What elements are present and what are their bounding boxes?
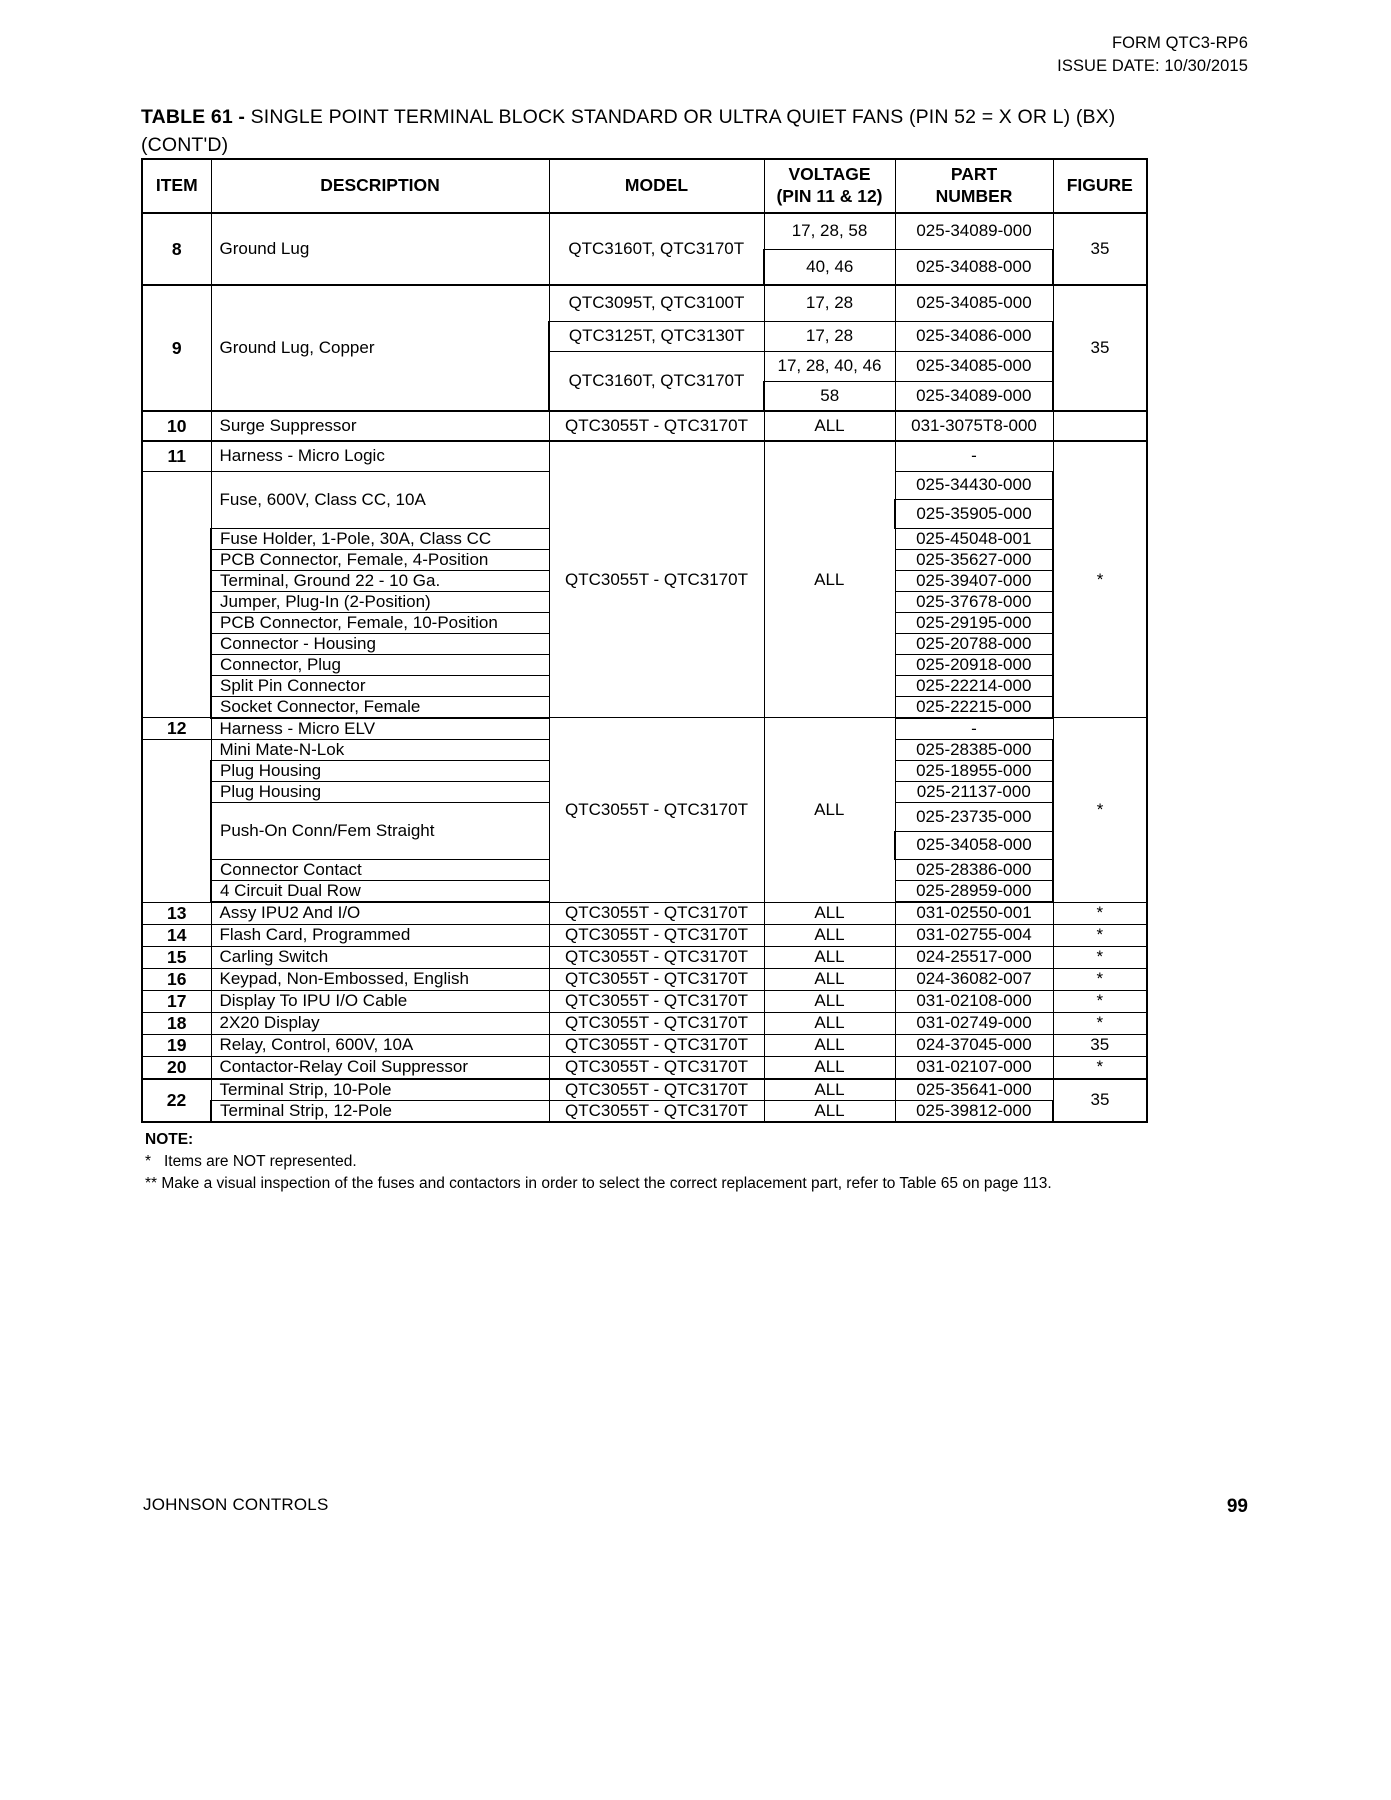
cell-item: 12 (142, 718, 211, 740)
note-line-double-asterisk: ** Make a visual inspection of the fuses and contactors in order to select the correct replacement part, refer to Table 65 on page 113. (145, 1175, 1052, 1192)
cell-part-number: 025-34430-000 (895, 471, 1053, 500)
col-header-voltage-line2: (PIN 11 & 12) (776, 186, 883, 206)
table-row (142, 1012, 1147, 1034)
cell-description: Assy IPU2 And I/O (211, 902, 549, 924)
cell-model: QTC3055T - QTC3170T (549, 968, 764, 990)
cell-model: QTC3055T - QTC3170T (549, 990, 764, 1012)
table-row (142, 411, 1147, 441)
cell-item: 8 (142, 213, 211, 285)
col-header-part-line1: PART (950, 164, 998, 185)
cell-part-number: 025-37678-000 (895, 591, 1053, 612)
cell-description: Harness - Micro Logic (211, 441, 549, 471)
header-issue-date: ISSUE DATE: 10/30/2015 (1057, 56, 1248, 75)
cell-model: QTC3160T, QTC3170T (549, 351, 764, 411)
cell-part-number: 031-02108-000 (895, 990, 1053, 1012)
cell-voltage: ALL (764, 1056, 895, 1079)
cell-item: 13 (142, 902, 211, 924)
cell-model: QTC3055T - QTC3170T (549, 1079, 764, 1101)
cell-voltage: ALL (764, 902, 895, 924)
cell-figure: * (1053, 946, 1147, 968)
cell-part-number: 024-36082-007 (895, 968, 1053, 990)
cell-figure: * (1053, 902, 1147, 924)
cell-voltage: 58 (764, 381, 895, 411)
parts-table (141, 158, 1148, 1123)
cell-description: Surge Suppressor (211, 411, 549, 441)
cell-part-number: 031-3075T8-000 (895, 411, 1053, 441)
cell-part-number: 025-34085-000 (895, 285, 1053, 321)
cell-description: Terminal, Ground 22 - 10 Ga. (211, 570, 549, 591)
cell-description: Harness - Micro ELV (211, 718, 549, 740)
table-row (142, 946, 1147, 968)
cell-model: QTC3055T - QTC3170T (549, 1100, 764, 1122)
cell-part-number: 024-37045-000 (895, 1034, 1053, 1056)
cell-item: 9 (142, 285, 211, 411)
cell-item: 22 (142, 1079, 211, 1122)
cell-item: 10 (142, 411, 211, 441)
cell-part-number: 025-20788-000 (895, 633, 1053, 654)
table-row (142, 441, 1147, 471)
cell-part-number: 025-39812-000 (895, 1100, 1053, 1122)
cell-part-number: - (895, 718, 1053, 740)
cell-item: 14 (142, 924, 211, 946)
table-row (142, 1056, 1147, 1079)
notes-title: NOTE: (145, 1131, 194, 1148)
col-header-part-line2: NUMBER (935, 186, 1013, 206)
cell-description: Plug Housing (211, 782, 549, 803)
cell-voltage: ALL (764, 1100, 895, 1122)
cell-figure: 35 (1053, 285, 1147, 411)
cell-voltage: ALL (764, 411, 895, 441)
cell-figure: 35 (1053, 1079, 1147, 1122)
cell-model: QTC3055T - QTC3170T (549, 411, 764, 441)
cell-part-number: 025-18955-000 (895, 761, 1053, 782)
cell-voltage: 40, 46 (764, 249, 895, 285)
col-header-item: ITEM (142, 159, 211, 213)
cell-part-number: 024-25517-000 (895, 946, 1053, 968)
table-row (142, 285, 1147, 321)
cell-part-number: 025-45048-001 (895, 528, 1053, 549)
cell-description: PCB Connector, Female, 4-Position (211, 549, 549, 570)
cell-part-number: 025-29195-000 (895, 612, 1053, 633)
cell-description: Connector Contact (211, 860, 549, 881)
cell-description: Relay, Control, 600V, 10A (211, 1034, 549, 1056)
cell-description: Keypad, Non-Embossed, English (211, 968, 549, 990)
cell-description: Flash Card, Programmed (211, 924, 549, 946)
table-row (142, 924, 1147, 946)
cell-item: 15 (142, 946, 211, 968)
cell-voltage: ALL (764, 968, 895, 990)
cell-part-number: 025-23735-000 (895, 803, 1053, 832)
cell-voltage: 17, 28 (764, 321, 895, 351)
cell-item: 18 (142, 1012, 211, 1034)
table-row (142, 718, 1147, 740)
cell-item: 20 (142, 1056, 211, 1079)
cell-item: 17 (142, 990, 211, 1012)
cell-model: QTC3160T, QTC3170T (549, 213, 764, 285)
cell-part-number: 025-22215-000 (895, 696, 1053, 718)
cell-item: 19 (142, 1034, 211, 1056)
document-header (1057, 32, 1248, 78)
cell-part-number: 025-34086-000 (895, 321, 1053, 351)
cell-model: QTC3055T - QTC3170T (549, 718, 764, 903)
note-line-asterisk: * Items are NOT represented. (145, 1153, 357, 1170)
cell-model: QTC3125T, QTC3130T (549, 321, 764, 351)
cell-description: Terminal Strip, 10-Pole (211, 1079, 549, 1101)
table-number-label: TABLE 61 - (141, 106, 246, 128)
cell-part-number: 025-34088-000 (895, 249, 1053, 285)
cell-description: 4 Circuit Dual Row (211, 881, 549, 903)
cell-voltage: ALL (764, 718, 895, 903)
header-form-number: FORM QTC3-RP6 (1111, 34, 1248, 52)
cell-model: QTC3095T, QTC3100T (549, 285, 764, 321)
cell-description: Display To IPU I/O Cable (211, 990, 549, 1012)
cell-part-number: 025-35627-000 (895, 549, 1053, 570)
cell-part-number: 031-02550-001 (895, 902, 1053, 924)
footer-company: JOHNSON CONTROLS (143, 1495, 329, 1514)
col-header-voltage-line1: VOLTAGE (788, 164, 871, 185)
cell-description: Ground Lug, Copper (211, 285, 549, 411)
cell-part-number: 025-22214-000 (895, 675, 1053, 696)
cell-figure: 35 (1053, 213, 1147, 285)
cell-description: Contactor-Relay Coil Suppressor (211, 1056, 549, 1079)
cell-voltage: ALL (764, 1034, 895, 1056)
cell-voltage: ALL (764, 1012, 895, 1034)
cell-voltage: 17, 28, 40, 46 (764, 351, 895, 381)
cell-figure: 35 (1053, 1034, 1147, 1056)
cell-voltage: 17, 28 (764, 285, 895, 321)
cell-model: QTC3055T - QTC3170T (549, 924, 764, 946)
cell-figure: * (1053, 968, 1147, 990)
cell-figure: * (1053, 924, 1147, 946)
cell-part-number: 025-34085-000 (895, 351, 1053, 381)
cell-description: Plug Housing (211, 761, 549, 782)
cell-description: Connector - Housing (211, 633, 549, 654)
cell-figure: * (1053, 1056, 1147, 1079)
cell-part-number: 031-02107-000 (895, 1056, 1053, 1079)
cell-part-number: 025-35905-000 (895, 500, 1053, 529)
cell-part-number: 025-35641-000 (895, 1079, 1053, 1101)
cell-item (142, 471, 211, 718)
cell-figure: * (1053, 990, 1147, 1012)
table-header (142, 159, 1147, 213)
cell-voltage: 17, 28, 58 (764, 213, 895, 249)
table-title-text: SINGLE POINT TERMINAL BLOCK STANDARD OR ULTRA QUIET FANS (PIN 52 = X OR L) (BX) (CONT'D) (141, 106, 1116, 156)
table-row (142, 213, 1147, 249)
table-title (141, 104, 1171, 159)
cell-description: PCB Connector, Female, 10-Position (211, 612, 549, 633)
cell-figure: * (1053, 718, 1147, 903)
cell-model: QTC3055T - QTC3170T (549, 1012, 764, 1034)
cell-voltage: ALL (764, 441, 895, 718)
cell-description: Carling Switch (211, 946, 549, 968)
cell-description: Mini Mate-N-Lok (211, 740, 549, 761)
cell-description: Fuse Holder, 1-Pole, 30A, Class CC (211, 528, 549, 549)
cell-description: Jumper, Plug-In (2-Position) (211, 591, 549, 612)
cell-model: QTC3055T - QTC3170T (549, 1056, 764, 1079)
col-header-part-number (895, 159, 1053, 213)
table-row (142, 990, 1147, 1012)
col-header-figure: FIGURE (1053, 159, 1147, 213)
cell-model: QTC3055T - QTC3170T (549, 441, 764, 718)
cell-description: Fuse, 600V, Class CC, 10A (211, 471, 549, 528)
cell-description: Push-On Conn/Fem Straight (211, 803, 549, 860)
notes-block (145, 1129, 1185, 1195)
cell-part-number: 025-39407-000 (895, 570, 1053, 591)
cell-voltage: ALL (764, 1079, 895, 1101)
table-row (142, 968, 1147, 990)
col-header-voltage (764, 159, 895, 213)
col-header-description: DESCRIPTION (211, 159, 549, 213)
table-row (142, 902, 1147, 924)
cell-voltage: ALL (764, 946, 895, 968)
footer-page-number: 99 (1226, 1496, 1248, 1517)
cell-description: Connector, Plug (211, 654, 549, 675)
cell-voltage: ALL (764, 990, 895, 1012)
cell-model: QTC3055T - QTC3170T (549, 946, 764, 968)
cell-part-number: 025-34089-000 (895, 381, 1053, 411)
cell-figure (1053, 411, 1147, 441)
cell-part-number: 025-28959-000 (895, 881, 1053, 903)
cell-voltage: ALL (764, 924, 895, 946)
cell-description: Socket Connector, Female (211, 696, 549, 718)
cell-description: 2X20 Display (211, 1012, 549, 1034)
cell-part-number: 025-34058-000 (895, 831, 1053, 860)
cell-part-number: 025-28386-000 (895, 860, 1053, 881)
cell-item: 16 (142, 968, 211, 990)
cell-figure: * (1053, 441, 1147, 718)
table-row (142, 1034, 1147, 1056)
col-header-model: MODEL (549, 159, 764, 213)
cell-part-number: 025-28385-000 (895, 740, 1053, 761)
cell-part-number: 025-21137-000 (895, 782, 1053, 803)
cell-part-number: 031-02749-000 (895, 1012, 1053, 1034)
cell-model: QTC3055T - QTC3170T (549, 1034, 764, 1056)
cell-item (142, 740, 211, 903)
cell-part-number: - (895, 441, 1053, 471)
table-body (142, 213, 1147, 1122)
table-row (142, 1079, 1147, 1101)
cell-part-number: 025-34089-000 (895, 213, 1053, 249)
cell-figure: * (1053, 1012, 1147, 1034)
cell-part-number: 025-20918-000 (895, 654, 1053, 675)
table-header-row (142, 159, 1147, 213)
cell-part-number: 031-02755-004 (895, 924, 1053, 946)
cell-description: Terminal Strip, 12-Pole (211, 1100, 549, 1122)
cell-item: 11 (142, 441, 211, 471)
cell-model: QTC3055T - QTC3170T (549, 902, 764, 924)
cell-description: Ground Lug (211, 213, 549, 285)
table-row (142, 1100, 1147, 1122)
cell-description: Split Pin Connector (211, 675, 549, 696)
